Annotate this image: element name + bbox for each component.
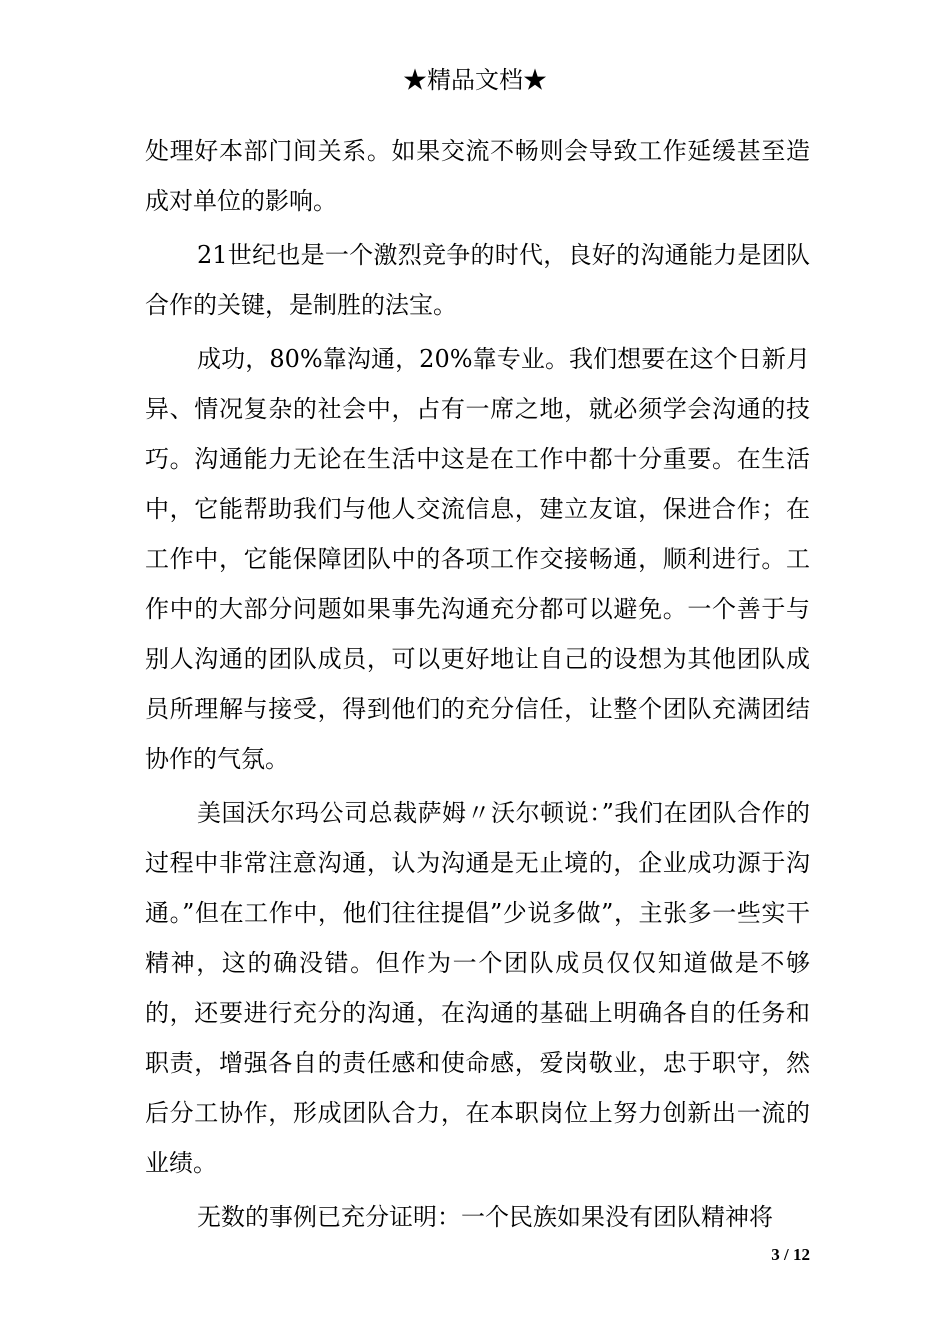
page-number: 3 / 12 bbox=[771, 1245, 810, 1264]
paragraph: 美国沃尔玛公司总裁萨姆〃沃尔顿说：”我们在团队合作的过程中非常注意沟通，认为沟通是无止境的，企业成功源于沟通。”但在工作中，他们往往提倡”少说多做”，主张多一些实干精神，这的确没错。但作为一个团队成员仅仅知道做是不够的，还要进行充分的沟通，在沟通的基础上明确各自的任务和职责，增强各自的责任感和使命感，爱岗敬业，忠于职守，然后分工协作，形成团队合力，在本职岗位上努力创新出一流的业绩。 bbox=[145, 799, 810, 1177]
document-body bbox=[145, 126, 810, 1246]
paragraph: 21世纪也是一个激烈竞争的时代，良好的沟通能力是团队合作的关键，是制胜的法宝。 bbox=[145, 241, 810, 319]
paragraph: 无数的事例已充分证明：一个民族如果没有团队精神将 bbox=[197, 1203, 773, 1231]
page-header-title: ★精品文档★ bbox=[403, 66, 547, 94]
paragraph: 处理好本部门间关系。如果交流不畅则会导致工作延缓甚至造成对单位的影响。 bbox=[145, 137, 810, 215]
paragraph: 成功，80%靠沟通，20%靠专业。我们想要在这个日新月异、情况复杂的社会中，占有一席之地，就必须学会沟通的技巧。沟通能力无论在生活中这是在工作中都十分重要。在生活中，它能帮助我们与他人交流信息，建立友谊，保进合作；在工作中，它能保障团队中的各项工作交接畅通，顺利进行。工作中的大部分问题如果事先沟通充分都可以避免。一个善于与别人沟通的团队成员，可以更好地让自己的设想为其他团队成员所理解与接受，得到他们的充分信任，让整个团队充满团结协作的气氛。 bbox=[145, 345, 810, 773]
